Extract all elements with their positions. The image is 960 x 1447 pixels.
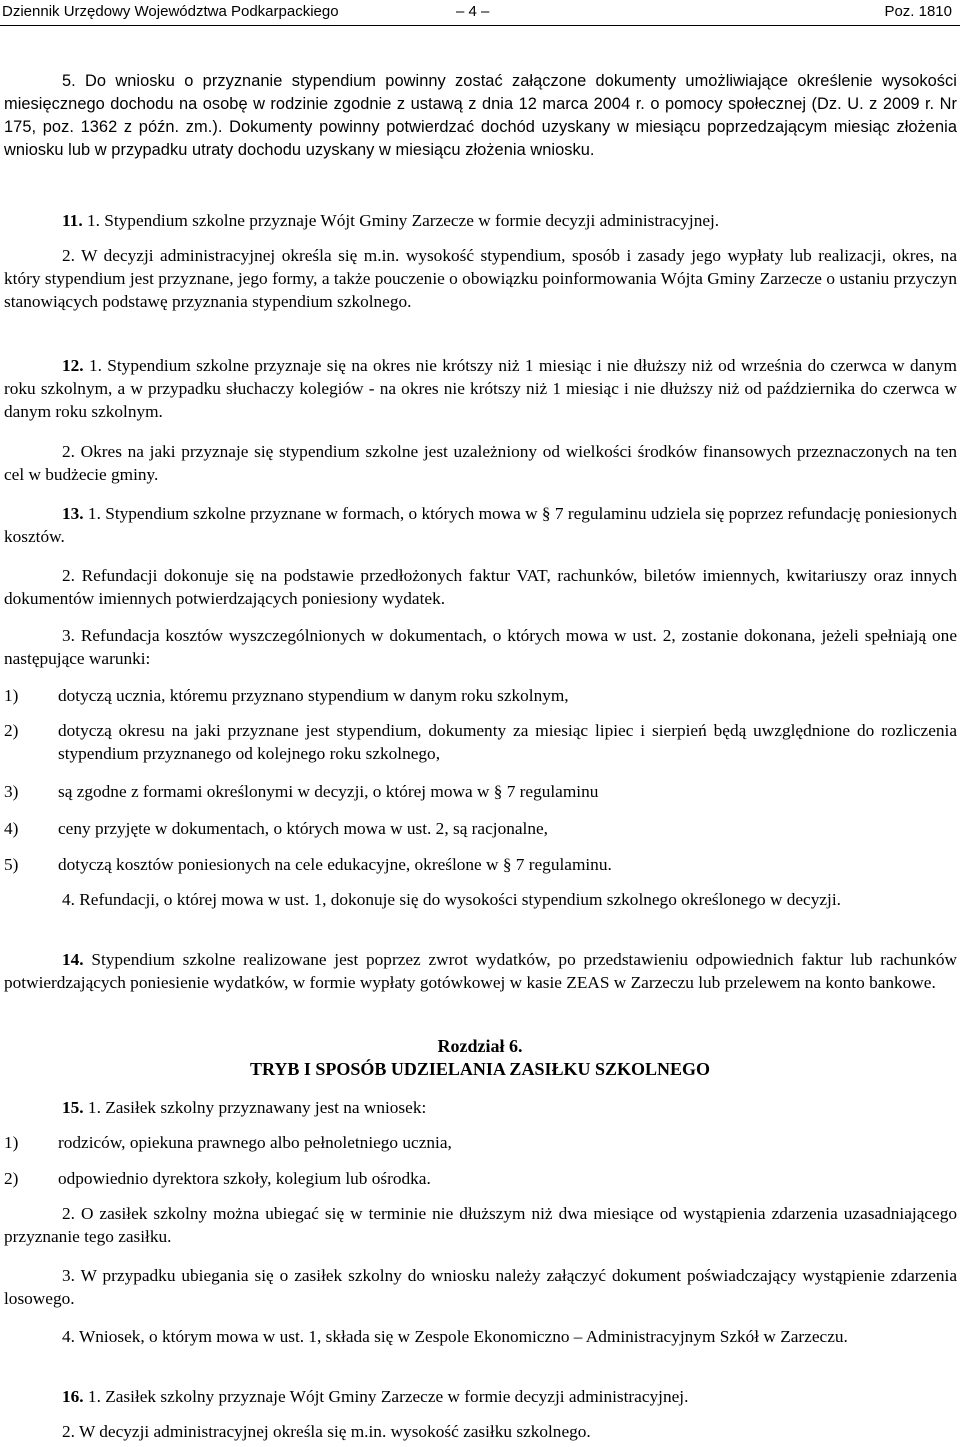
list-item-text: rodziców, opiekuna prawnego albo pełnoletniego ucznia, xyxy=(58,1133,452,1152)
section-12-paragraph-1 xyxy=(4,354,957,423)
list-item-number: 1) xyxy=(4,686,19,705)
section-14-paragraph xyxy=(4,948,957,994)
paragraph-5-continued: 5. Do wniosku o przyznanie stypendium powinny zostać załączone dokumenty umożliwiające określenie wysokości miesięcznego dochodu na osobę w rodzinie zgodnie z ustawą z dnia 12 marca 2004 r. o pomocy społecznej (Dz. U. z 2009 r. Nr 175, poz. 1362 z późn. zm.). Dokumenty powinny potwierdzać dochód uzyskany w miesiącu poprzedzającym miesiąc złożenia wniosku lub w przypadku utraty dochodu uzyskany w miesiącu złożenia wniosku. xyxy=(4,72,957,159)
section-11-number: 11. xyxy=(62,211,83,230)
section-11-paragraph-2: 2. W decyzji administracyjnej określa się m.in. wysokość stypendium, sposób i zasady jego wypłaty lub realizacji, okres, na który stypendium jest przyznane, jego formy, a także pouczenie o obowiązku poinformowania Wójta Gminy Zarzecze o ustaniu przyczyn stanowiących podstawę przyznania stypendium szkolnego. xyxy=(4,246,957,311)
list-item xyxy=(4,853,957,876)
list-item xyxy=(4,719,957,765)
section-15-number: 15. xyxy=(62,1098,84,1117)
list-item-number: 2) xyxy=(4,721,19,740)
section-13-paragraph-4: 4. Refundacji, o której mowa w ust. 1, dokonuje się do wysokości stypendium szkolnego określonego w decyzji. xyxy=(62,890,841,909)
section-15-paragraph-1 xyxy=(4,1096,957,1119)
list-item xyxy=(4,780,957,803)
section-16-text-1: 1. Zasiłek szkolny przyznaje Wójt Gminy Zarzecze w formie decyzji administracyjnej. xyxy=(83,1387,689,1406)
list-item-number: 5) xyxy=(4,855,19,874)
list-item-text: dotyczą okresu na jaki przyznane jest stypendium, dokumenty za miesiąc lipiec i sierpień będą uwzględnione do rozliczenia stypendium przyznanego od kolejnego roku szkolnego, xyxy=(58,721,957,763)
list-item-number: 4) xyxy=(4,819,19,838)
list-item xyxy=(4,1131,957,1154)
list-item xyxy=(4,1167,957,1190)
chapter-title: Rozdział 6. xyxy=(437,1036,523,1056)
chapter-subtitle: TRYB I SPOSÓB UDZIELANIA ZASIŁKU SZKOLNEGO xyxy=(250,1059,710,1079)
section-13-paragraph-3: 3. Refundacja kosztów wyszczególnionych w dokumentach, o których mowa w ust. 2, zostanie dokonana, jeżeli spełniają one następujące warunki: xyxy=(4,626,957,668)
list-item-text: dotyczą ucznia, któremu przyznano stypendium w danym roku szkolnym, xyxy=(58,686,569,705)
section-16-paragraph-1 xyxy=(4,1385,957,1408)
list-item-text: dotyczą kosztów poniesionych na cele edukacyjne, określone w § 7 regulaminu. xyxy=(58,855,612,874)
section-15-paragraph-2: 2. O zasiłek szkolny można ubiegać się w terminie nie dłuższym niż dwa miesiące od wystąpienia zdarzenia uzasadniającego przyznanie tego zasiłku. xyxy=(4,1204,957,1246)
list-item xyxy=(4,817,957,840)
section-15-paragraph-3: 3. W przypadku ubiegania się o zasiłek szkolny do wniosku należy załączyć dokument poświadczający wystąpienie zdarzenia losowego. xyxy=(4,1266,957,1308)
section-14-text: Stypendium szkolne realizowane jest poprzez zwrot wydatków, po przedstawieniu odpowiednich faktur lub rachunków potwierdzających poniesienie wydatków, w formie wypłaty gotówkowej w kasie ZEAS w Zarzeczu lub przelewem na konto bankowe. xyxy=(4,950,957,992)
section-12-paragraph-2: 2. Okres na jaki przyznaje się stypendium szkolne jest uzależniony od wielkości środków finansowych przeznaczonych na ten cel w budżecie gminy. xyxy=(4,442,957,484)
list-item xyxy=(4,684,957,707)
section-14-number: 14. xyxy=(62,950,84,969)
section-11-paragraph-1 xyxy=(4,209,957,232)
position-number: Poz. 1810 xyxy=(884,3,952,20)
section-15-paragraph-4: 4. Wniosek, o którym mowa w ust. 1, składa się w Zespole Ekonomiczno – Administracyjnym Szkół w Zarzeczu. xyxy=(62,1327,848,1346)
section-13-paragraph-2: 2. Refundacji dokonuje się na podstawie przedłożonych faktur VAT, rachunków, biletów imiennych, kwitariuszy oraz innych dokumentów imiennych potwierdzających poniesiony wydatek. xyxy=(4,566,957,608)
section-13-paragraph-1 xyxy=(4,502,957,548)
list-item-number: 1) xyxy=(4,1133,19,1152)
list-item-text: są zgodne z formami określonymi w decyzji, o której mowa w § 7 regulaminu xyxy=(58,782,599,801)
section-15-text-1: 1. Zasiłek szkolny przyznawany jest na wniosek: xyxy=(83,1098,427,1117)
list-item-text: ceny przyjęte w dokumentach, o których mowa w ust. 2, są racjonalne, xyxy=(58,819,548,838)
list-item-text: odpowiednio dyrektora szkoły, kolegium lub ośrodka. xyxy=(58,1169,431,1188)
page-number: – 4 – xyxy=(456,3,490,20)
section-12-number: 12. xyxy=(62,356,84,375)
list-item-number: 3) xyxy=(4,782,19,801)
list-item-number: 2) xyxy=(4,1169,19,1188)
journal-title: Dziennik Urzędowy Województwa Podkarpackiego xyxy=(2,3,339,20)
section-13-text-1: 1. Stypendium szkolne przyznane w formach, o których mowa w § 7 regulaminu udziela się poprzez refundację poniesionych kosztów. xyxy=(4,504,957,546)
section-11-text-1: 1. Stypendium szkolne przyznaje Wójt Gminy Zarzecze w formie decyzji administracyjnej. xyxy=(82,211,720,230)
section-13-number: 13. xyxy=(62,504,84,523)
section-16-paragraph-2: 2. W decyzji administracyjnej określa się m.in. wysokość zasiłku szkolnego. xyxy=(62,1422,591,1441)
section-16-number: 16. xyxy=(62,1387,84,1406)
section-12-text-1: 1. Stypendium szkolne przyznaje się na okres nie krótszy niż 1 miesiąc i nie dłuższy niż od września do czerwca w danym roku szkolnym, a w przypadku słuchaczy kolegiów - na okres nie krótszy niż 1 miesiąc i nie dłuższy niż od października do czerwca w danym roku szkolnym. xyxy=(4,356,957,421)
page-header xyxy=(0,0,960,26)
